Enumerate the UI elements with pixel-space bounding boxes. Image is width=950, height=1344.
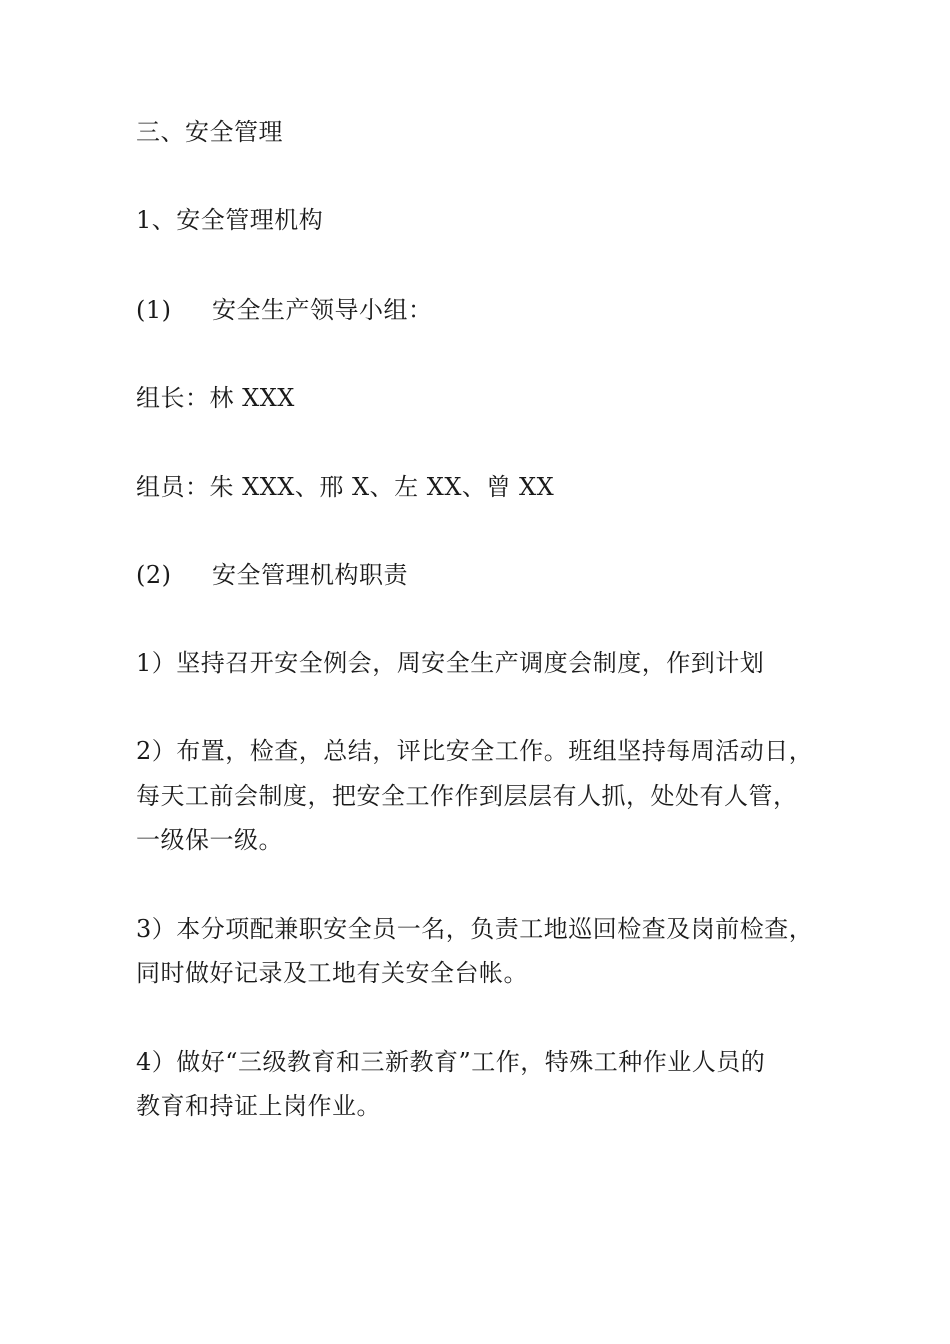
duty-3-line-2: 同时做好记录及工地有关安全台帐。 — [136, 959, 528, 987]
duty-3-line-1: 3）本分项配兼职安全员一名，负责工地巡回检查及岗前检查， — [136, 915, 814, 943]
subsection-heading: 1、安全管理机构 — [136, 206, 324, 234]
duty-2-line-3: 一级保一级。 — [136, 826, 283, 854]
item-1-number: (1) — [136, 296, 172, 324]
duty-1-line-1: 1）坚持召开安全例会，周安全生产调度会制度，作到计划 — [136, 649, 765, 677]
item-2 — [136, 563, 408, 587]
members-line: 组员：朱 XXX、邢 X、左 XX、曾 XX — [136, 473, 555, 501]
item-2-number: (2) — [136, 561, 172, 589]
item-2-text: 安全管理机构职责 — [212, 561, 408, 589]
duty-2-line-2: 每天工前会制度，把安全工作作到层层有人抓，处处有人管， — [136, 782, 798, 810]
duty-4-line-2: 教育和持证上岗作业。 — [136, 1092, 381, 1120]
duty-4-line-1: 4）做好“三级教育和三新教育”工作，特殊工种作业人员的 — [136, 1048, 766, 1076]
leader-line: 组长：林 XXX — [136, 384, 295, 412]
duty-2-line-1: 2）布置，检查，总结，评比安全工作。班组坚持每周活动日， — [136, 737, 814, 765]
item-1-text: 安全生产领导小组： — [212, 296, 433, 324]
section-heading: 三、安全管理 — [136, 118, 283, 146]
item-1 — [136, 298, 433, 322]
